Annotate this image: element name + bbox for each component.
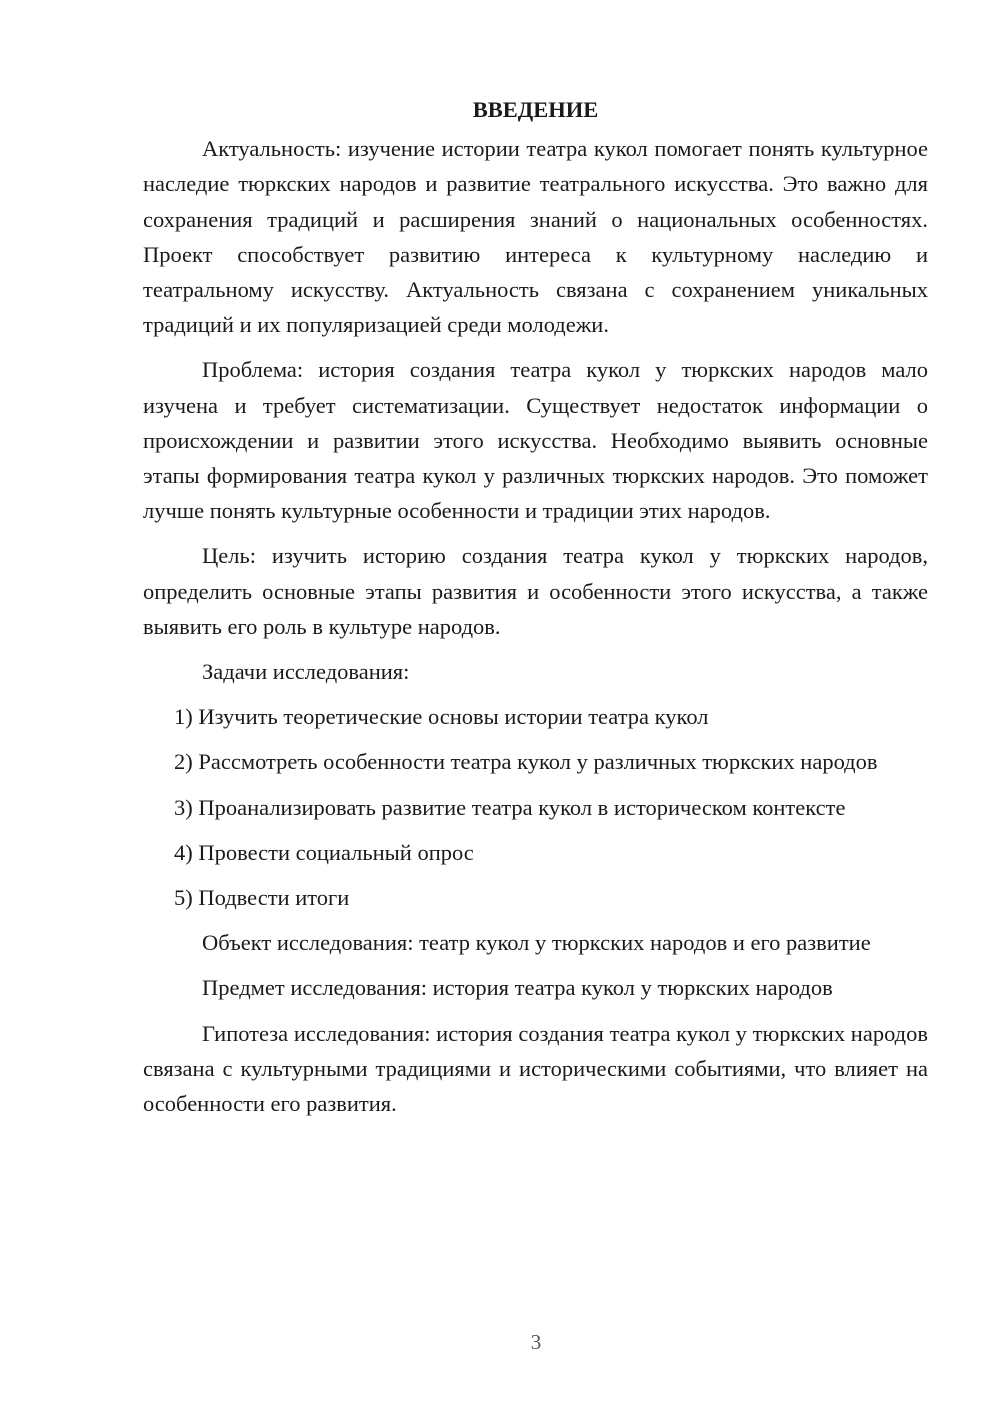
- task-item-3: 3) Проанализировать развитие театра кукол в историческом контексте: [174, 794, 846, 820]
- document-body: [143, 92, 928, 1131]
- paragraph-relevance: Актуальность: изучение истории театра кукол помогает понять культурное наследие тюркских народов и развитие театрального искусства. Это важно для сохранения традиций и расширения знаний о национальных особенностях. Проект способствует развитию интереса к культурному наследию и театральному искусству. Актуальность связана с сохранением уникальных традиций и их популяризацией среди молодежи.: [143, 136, 928, 338]
- section-title: ВВЕДЕНИЕ: [472, 97, 599, 122]
- task-item-1: 1) Изучить теоретические основы истории театра кукол: [174, 704, 709, 730]
- task-item-4: 4) Провести социальный опрос: [174, 839, 474, 865]
- task-item-5: 5) Подвести итоги: [174, 885, 350, 911]
- paragraph-goal: Цель: изучить историю создания театра кукол у тюркских народов, определить основные этапы развития и особенности этого искусства, а также выявить его роль в культуре народов.: [143, 543, 928, 639]
- page-number: 3: [530, 1330, 542, 1354]
- task-item-2: 2) Рассмотреть особенности театра кукол у различных тюркских народов: [174, 749, 878, 775]
- paragraph-problem: Проблема: история создания театра кукол у тюркских народов мало изучена и требует систематизации. Существует недостаток информации о происхождении и развитии этого искусства. Необходимо выявить основные этапы формирования театра кукол у различных тюркских народов. Это поможет лучше понять культурные особенности и традиции этих народов.: [143, 357, 928, 524]
- paragraph-hypothesis: Гипотеза исследования: история создания театра кукол у тюркских народов связана с культурными традициями и историческими событиями, что влияет на особенности его развития.: [143, 1020, 928, 1117]
- paragraph-subject: Предмет исследования: история театра кукол у тюркских народов: [202, 975, 833, 1001]
- paragraph-object: Объект исследования: театр кукол у тюркских народов и его развитие: [202, 930, 871, 956]
- tasks-heading: Задачи исследования:: [202, 659, 410, 685]
